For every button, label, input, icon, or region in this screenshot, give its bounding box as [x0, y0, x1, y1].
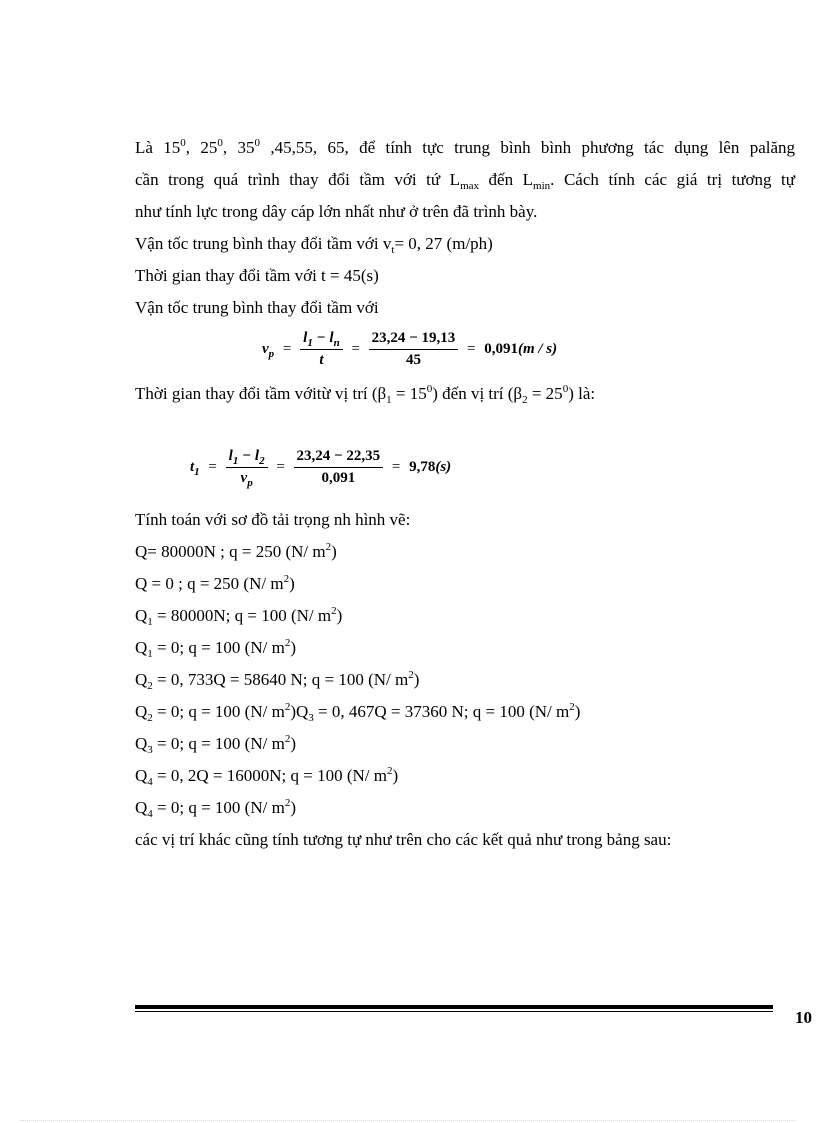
footer-rule-thin [135, 1011, 773, 1012]
load-line-7: $Q_3 = 0$; q = 100 (N/ $m^2$) [135, 733, 296, 756]
formula1-lhs: $v_p$ [262, 340, 275, 360]
paragraph-line-2: cần trong quá trình thay đổi tầm với tứ $L_{max}$ đến $L_{min}$. Cách tính các giá trị tương tự [135, 170, 795, 192]
footer-rule-thick [135, 1005, 773, 1009]
formula1-equals-1: = [282, 340, 292, 357]
speed-line: Vận tốc trung bình thay đổi tầm với $v_t= 0$, 27 (m/ph) [135, 234, 493, 256]
formula2-equals-2: = [276, 458, 285, 475]
formula2-lhs: $t_1$ [190, 458, 200, 478]
formula2-equals-3: = [391, 458, 401, 475]
closing-line: các vị trí khác cũng tính tương tự như trên cho các kết quả như trong bảng sau: [135, 830, 672, 849]
formula2-unit: (s) [435, 458, 452, 475]
load-line-2: Q = 0 ; q = 250 (N/ $m^2$) [135, 573, 295, 593]
formula2-fraction-symbolic: $\frac{l_1 - l_2}{v_p}$ [226, 448, 268, 487]
formula1-equals-3: = [466, 340, 476, 357]
formula2-fraction-numeric: $\frac{23,24 - 22,35}{0,091}$ [294, 448, 384, 487]
load-intro: Tính toán với sơ đồ tải trọng nh hình vẽ: [135, 510, 411, 529]
page-bottom-dotted-edge [20, 1120, 796, 1121]
interval-line: Thời gian thay đổi tầm vớitừ vị trí $(\beta_1 = 15^0)$ đến vị trí $(\beta_2 = 25^0)$ là: [135, 383, 596, 406]
formula2-equals-1: = [208, 458, 217, 475]
page-number: 10 [795, 1008, 812, 1027]
formula2-result: 9,78 [409, 458, 436, 475]
formula1-fraction-symbolic: $\frac{l_1 - l_n}{t}$ [300, 330, 343, 369]
formula1-fraction-numeric: $\frac{23,24 - 19,13}{45}$ [369, 330, 459, 369]
formula1-unit: (m / s) [517, 340, 558, 357]
load-line-8: $Q_4 = 0$, 2Q = 16000N; q = 100 (N/ $m^2$) [135, 765, 399, 788]
time-line: Thời gian thay đổi tầm với t = 45(s) [135, 266, 379, 285]
load-line-4: $Q_1 = 0$; q = 100 (N/ $m^2$) [135, 637, 296, 660]
load-line-5: $Q_2 = 0$, 733Q = 58640 N; q = 100 (N/ $m^2$) [135, 669, 420, 692]
formula1-result: 0,091 [484, 340, 518, 357]
formula1-equals-2: = [351, 340, 360, 357]
load-line-3: $Q_1 = 80000N$; q = 100 (N/ $m^2$) [135, 605, 343, 628]
load-line-9: $Q_4 = 0$; q = 100 (N/ $m^2$) [135, 797, 296, 820]
paragraph-line-1: Là $15^0$, $25^0$, $35^0$ ,45,55, 65, để tính tực trung bình bình phương tác dụng lên palăng [135, 137, 796, 157]
load-line-6: $Q_2 = 0$; q = 100 (N/ $m^2)Q_3 = 0$, 467Q = 37360 N; q = 100 (N/ $m^2$) [135, 701, 581, 724]
paragraph-line-3: như tính lực trong dây cáp lớn nhất như ở trên đã trình bày. [135, 202, 538, 221]
formula-average-speed [262, 330, 557, 369]
avg-speed-intro: Vận tốc trung bình thay đổi tầm với [135, 298, 379, 317]
formula-interval-time [190, 448, 451, 487]
load-line-1: Q= 80000N ; q = 250 (N/ $m^2$) [135, 541, 337, 561]
